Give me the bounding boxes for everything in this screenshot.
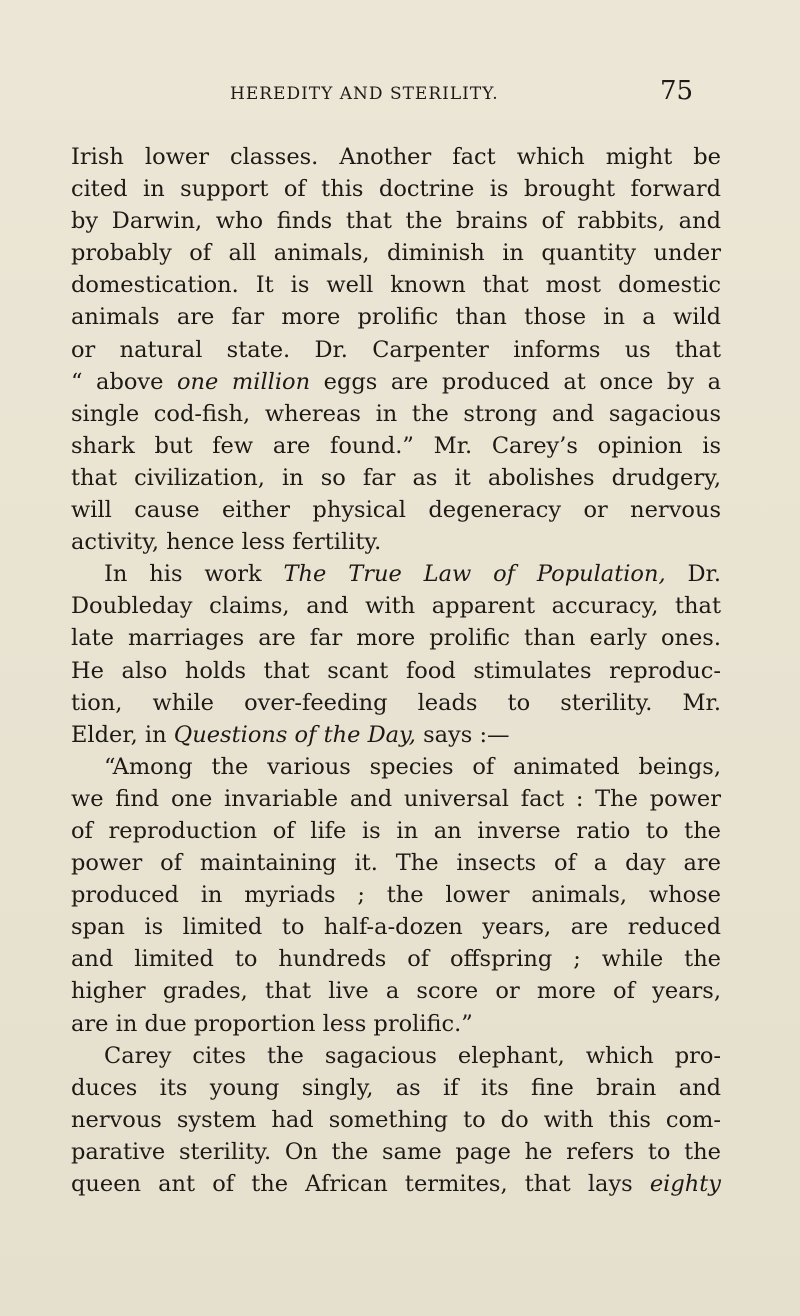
- text-line: [71, 751, 721, 783]
- text-line: [71, 815, 721, 847]
- line-text: span is limited to half-a-dozen years, are reduced: [71, 914, 721, 941]
- line-text: late marriages are far more prolific than early ones.: [71, 625, 721, 652]
- line-text-after-italic: Dr.: [665, 561, 721, 588]
- line-text: nervous system had something to do with this com-: [71, 1106, 721, 1133]
- italic-title: Questions of the Day,: [173, 721, 416, 748]
- text-line: [71, 334, 721, 366]
- italic-title: eighty: [649, 1171, 721, 1197]
- line-text: we find one invariable and universal fact : The power: [71, 785, 721, 812]
- text-line: [71, 430, 721, 462]
- text-line: [71, 494, 721, 526]
- italic-title: one million: [177, 368, 311, 395]
- line-text: and limited to hundreds of offspring ; while the: [71, 946, 721, 973]
- text-line: [71, 783, 721, 815]
- line-text: cited in support of this doctrine is brought forward: [71, 176, 721, 203]
- italic-title: The True Law of Population,: [283, 561, 666, 588]
- line-text: He also holds that scant food stimulates reproduc-: [71, 657, 721, 684]
- text-line: [71, 398, 721, 430]
- text-line: [71, 1104, 721, 1136]
- line-text: Irish lower classes. Another fact which might be: [71, 144, 721, 170]
- line-text: will cause either physical degeneracy or nervous: [71, 497, 721, 524]
- text-line: [71, 847, 721, 879]
- line-text-before-italic: queen ant of the African termites, that lays: [71, 1171, 650, 1197]
- line-text-before-italic: In his work: [104, 561, 284, 588]
- line-text: by Darwin, who finds that the brains of rabbits, and: [71, 208, 721, 235]
- line-text-after-italic: says :—: [415, 721, 510, 748]
- text-line: [71, 301, 721, 333]
- line-text: duces its young singly, as if its fine brain and: [71, 1074, 721, 1101]
- line-text: probably of all animals, diminish in quantity under: [71, 240, 721, 267]
- line-text: shark but few are found.” Mr. Carey’s opinion is: [71, 432, 721, 459]
- running-head-title: HEREDITY AND STERILITY.: [230, 84, 499, 104]
- line-text-after-italic: eggs are produced at once by a: [310, 368, 722, 395]
- line-text: that civilization, in so far as it abolishes drudgery,: [71, 464, 721, 491]
- text-line: [71, 237, 721, 269]
- line-text: higher grades, that live a score or more of years,: [71, 978, 721, 1005]
- text-line: [71, 462, 721, 494]
- body-text: [71, 141, 721, 1200]
- text-line: [71, 526, 721, 558]
- line-text: of reproduction of life is in an inverse ratio to the: [71, 817, 721, 844]
- text-line: [71, 205, 721, 237]
- line-text: Carey cites the sagacious elephant, which pro-: [104, 1042, 721, 1069]
- line-text: parative sterility. On the same page he refers to the: [71, 1138, 721, 1165]
- line-text: domestication. It is well known that most domestic: [71, 272, 721, 299]
- line-text: single cod-fish, whereas in the strong and sagacious: [71, 400, 721, 427]
- text-line: [71, 655, 721, 687]
- text-line: [71, 590, 721, 622]
- line-text-before-italic: Elder, in: [71, 721, 174, 748]
- text-line: [71, 366, 721, 398]
- text-line: [71, 719, 721, 751]
- line-text: activity, hence less fertility.: [71, 529, 382, 556]
- text-line: [71, 911, 721, 943]
- text-line: [71, 975, 721, 1007]
- line-text: or natural state. Dr. Carpenter informs us that: [71, 336, 721, 363]
- line-text: tion, while over-feeding leads to sterility. Mr.: [71, 689, 721, 716]
- text-line: [71, 1040, 721, 1072]
- text-line: [71, 1168, 721, 1200]
- line-text: power of maintaining it. The insects of a day are: [71, 850, 721, 877]
- text-line: [71, 269, 721, 301]
- line-text: animals are far more prolific than those in a wild: [71, 304, 721, 331]
- text-line: [71, 1136, 721, 1168]
- text-line: [71, 1008, 721, 1040]
- text-line: [71, 943, 721, 975]
- line-text-before-italic: “ above: [71, 368, 178, 395]
- text-line: [71, 622, 721, 654]
- text-line: [71, 687, 721, 719]
- text-line: [71, 879, 721, 911]
- text-line: [71, 141, 721, 173]
- line-text: “Among the various species of animated beings,: [104, 753, 721, 780]
- line-text: produced in myriads ; the lower animals, whose: [71, 882, 721, 909]
- text-line: [71, 1072, 721, 1104]
- line-text: are in due proportion less prolific.”: [71, 1010, 473, 1037]
- text-line: [71, 173, 721, 205]
- line-text: Doubleday claims, and with apparent accuracy, that: [71, 593, 721, 620]
- page-number: 75: [660, 76, 694, 106]
- text-line: [71, 558, 721, 590]
